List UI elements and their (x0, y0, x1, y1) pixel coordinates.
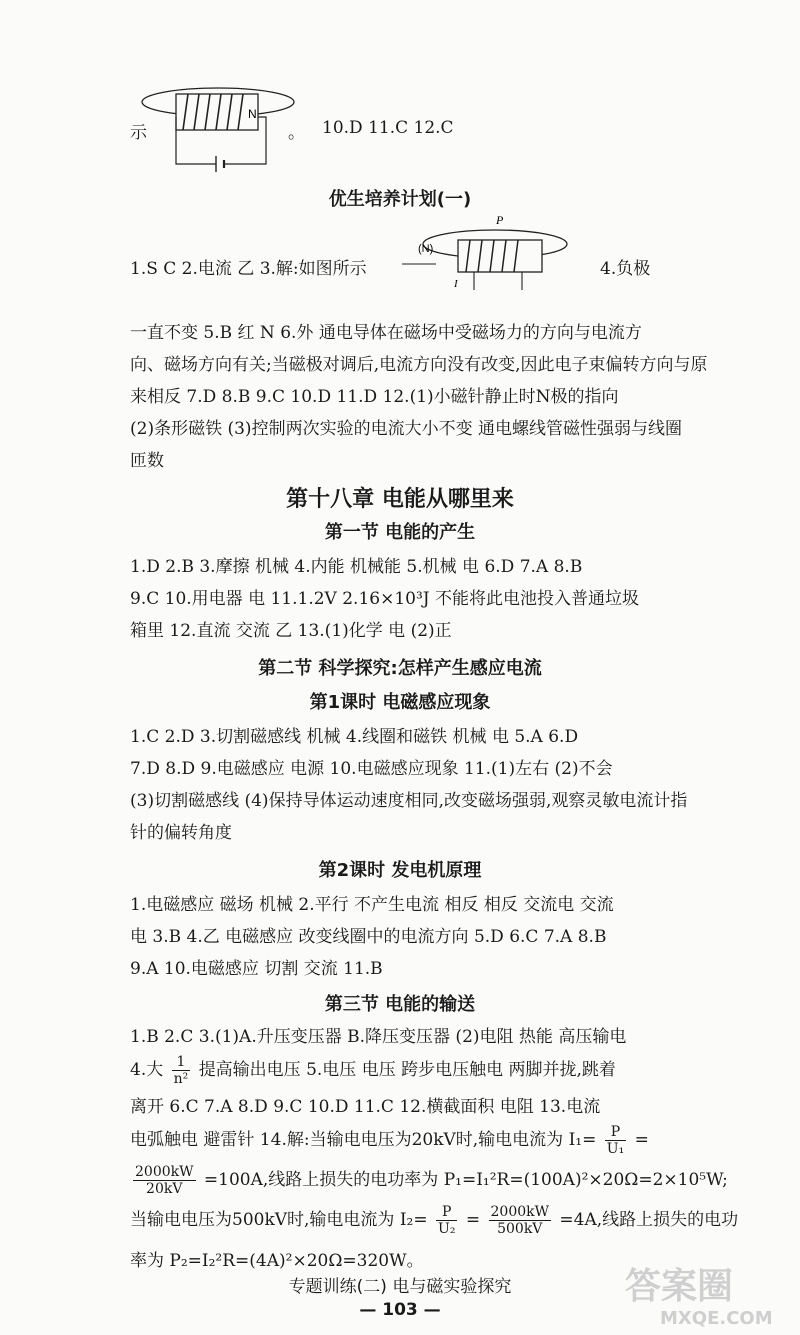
lesson1-title: 第1课时 电磁感应现象 (309, 692, 491, 713)
sec2-title: 第二节 科学探究:怎样产生感应电流 (258, 658, 542, 679)
sec3-line-2 (130, 1054, 616, 1087)
section-title-1: 优生培养计划(一) (328, 189, 472, 210)
lesson1-line-3: (3)切割磁感线 (4)保持导体运动速度相同,改变磁场强弱,观察灵敏电流计指 (130, 791, 688, 811)
s1-line-2: 向、磁场方向有关;当磁极对调后,电流方向没有改变,因此电子束偏转方向与原 (130, 355, 708, 375)
fraction-p-u1: $\frac{P}{\text{U₁}}$ (606, 1124, 625, 1157)
fig-label-n: (N) (418, 243, 434, 255)
top-suffix: 。 (288, 123, 305, 143)
watermark-logo: 答案圈 (625, 1266, 734, 1307)
sec3-line-1: 1.B 2.C 3.(1)A.升压变压器 B.降压变压器 (2)电阻 热能 高压输电 (130, 1027, 627, 1047)
sec1-line-1: 1.D 2.B 3.摩擦 机械 4.内能 机械能 5.机械 电 6.D 7.A 8.B (130, 557, 583, 577)
fig-label-p: P (496, 213, 504, 227)
footer-title: 专题训练(二) 电与磁实验探究 (288, 1277, 512, 1297)
lesson1-line-1: 1.C 2.D 3.切割磁感线 机械 4.线圈和磁铁 机械 电 5.A 6.D (130, 727, 579, 747)
lesson2-line-3: 9.A 10.电磁感应 切割 交流 11.B (130, 959, 383, 979)
lesson2-line-1: 1.电磁感应 磁场 机械 2.平行 不产生电流 相反 相反 交流电 交流 (130, 895, 614, 915)
fraction-p-u2: $\frac{P}{\text{U₂}}$ (438, 1204, 456, 1237)
sec3-line-3: 离开 6.C 7.A 8.D 9.C 10.D 11.C 12.横截面积 电阻 13.电流 (130, 1097, 601, 1117)
lesson1-line-4: 针的偏转角度 (130, 823, 232, 843)
fraction-2000kw-500kv: $\frac{2000kW}{500kV}$ (490, 1204, 550, 1237)
fig-label-i: I (454, 278, 458, 290)
s1-line-5: 匝数 (130, 451, 164, 471)
chapter-title: 第十八章 电能从哪里来 (286, 487, 514, 512)
sec3-line-7: 率为 P₂=I₂²R=(4A)²×20Ω=320W。 (130, 1251, 424, 1271)
lesson2-line-2: 电 3.B 4.乙 电磁感应 改变线圈中的电流方向 5.D 6.C 7.A 8.B (130, 927, 607, 947)
s1-line1b: 4.负极 (600, 259, 651, 279)
sec3-line-4: 电弧触电 避雷针 14.解:当输电电压为20kV时,输电电流为 I₁= $\frac{P}{\text{U₁}}$ = (130, 1124, 649, 1157)
s1-line-3: 来相反 7.D 8.B 9.C 10.D 11.D 12.(1)小磁针静止时N极的指向 (130, 387, 619, 407)
s1-line-1: 一直不变 5.B 红 N 6.外 通电导体在磁场中受磁场力的方向与电流方 (130, 323, 642, 343)
solenoid-figure-2 (400, 212, 580, 292)
sec3-title: 第三节 电能的输送 (324, 994, 476, 1015)
fraction-1-over-n2: $\frac{1}{\text{n²}}$ (173, 1054, 189, 1087)
s1-line-4: (2)条形磁铁 (3)控制两次实验的电流大小不变 通电螺线管磁性强弱与线圈 (130, 419, 682, 439)
sec3-line-5: $\frac{2000kW}{20kV}$ =100A,线路上损失的电功率为 P₁=I₁²R=(100A)²×20Ω=2×10⁵W; (135, 1164, 728, 1197)
fraction-2000kw-20kv: $\frac{2000kW}{20kV}$ (135, 1164, 194, 1197)
top-answers: 10.D 11.C 12.C (322, 118, 454, 138)
sec1-title: 第一节 电能的产生 (324, 522, 476, 543)
lesson2-title: 第2课时 发电机原理 (318, 860, 482, 881)
sec3-line2-a: 4.大 (130, 1060, 164, 1080)
coil-label-n: N (248, 107, 257, 121)
lesson1-line-2: 7.D 8.D 9.电磁感应 电源 10.电磁感应现象 11.(1)左右 (2)不会 (130, 759, 613, 779)
top-prefix: 示 (130, 123, 147, 143)
page-number: — 103 — (359, 1300, 441, 1320)
sec3-line-6: 当输电电压为500kV时,输电电流为 I₂= $\frac{P}{\text{U₂}}$ = $\frac{2000kW}{500kV}$ =4A,线路上损失的电功 (130, 1204, 739, 1237)
solenoid-figure-top (138, 82, 308, 172)
watermark-url: MXQE.COM (660, 1308, 773, 1329)
sec1-line-2: 9.C 10.用电器 电 11.1.2V 2.16×10³J 不能将此电池投入普通垃圾 (130, 589, 639, 609)
sec1-line-3: 箱里 12.直流 交流 乙 13.(1)化学 电 (2)正 (130, 621, 452, 641)
sec3-line2-b: 提高输出电压 5.电压 电压 跨步电压触电 两脚并拢,跳着 (198, 1060, 616, 1080)
s1-line1a: 1.S C 2.电流 乙 3.解:如图所示 (130, 259, 367, 279)
